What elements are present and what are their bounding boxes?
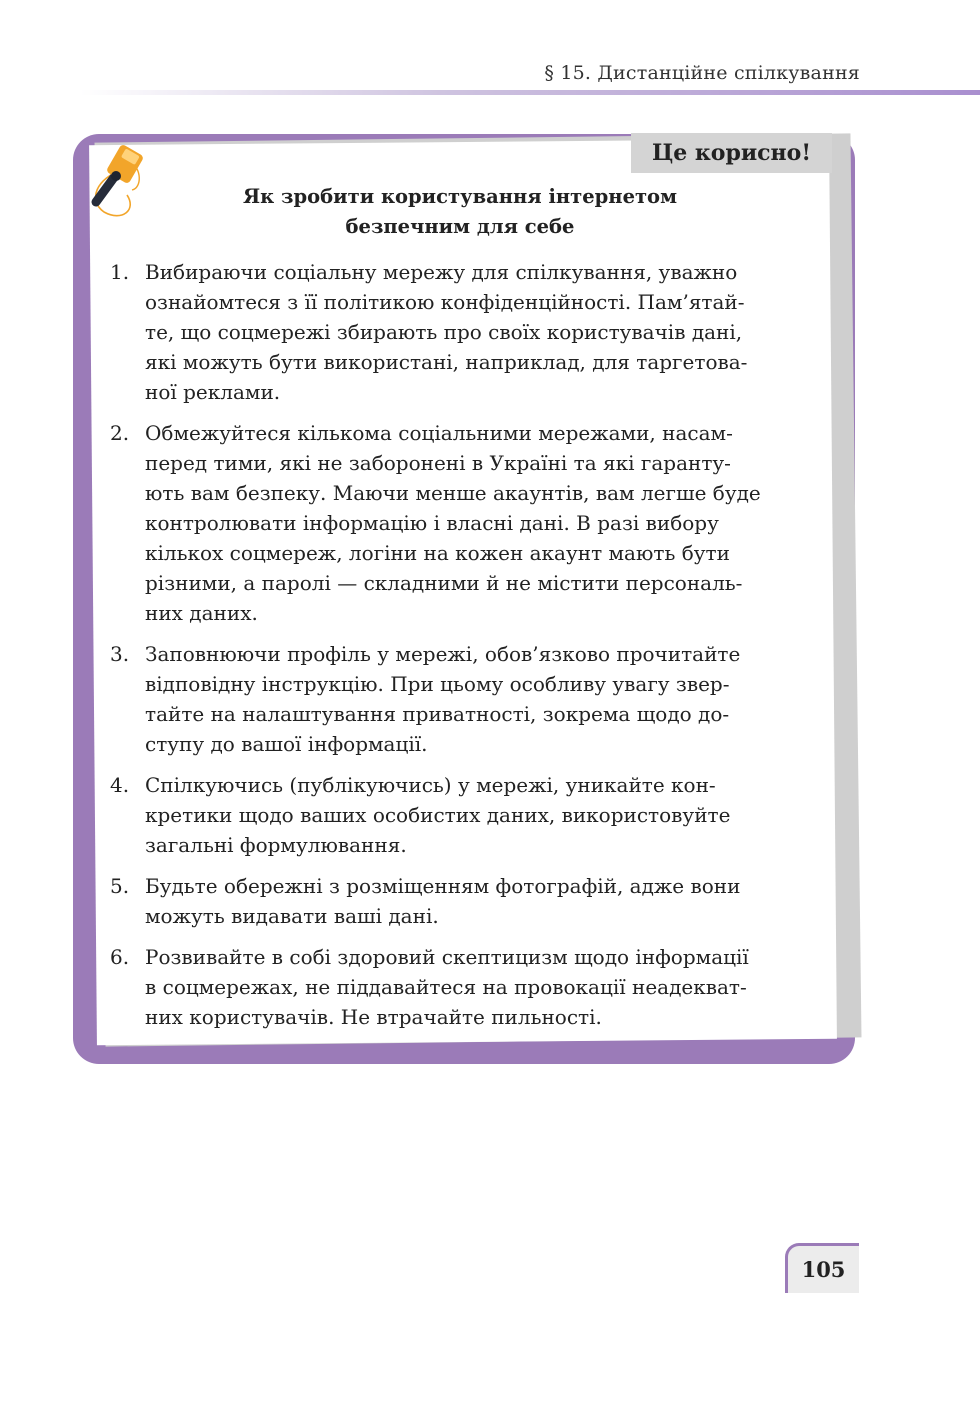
list-item <box>110 639 807 759</box>
tips-list <box>110 257 807 1043</box>
list-item-number: 6. <box>110 945 130 969</box>
list-item-text <box>145 871 807 931</box>
tip-box-title-line-1: Як зробити користування інтернетом <box>242 185 678 208</box>
list-item <box>110 942 807 1032</box>
tip-tag: Це корисно! <box>631 133 832 173</box>
list-item <box>110 770 807 860</box>
list-item-line: в соцмережах, не піддавайтеся на провокації неадекват- <box>145 975 747 999</box>
list-item-number: 3. <box>110 642 130 666</box>
list-item-line: ної реклами. <box>145 380 281 404</box>
list-item-number: 1. <box>110 260 130 284</box>
list-item-line: те, що соцмережі збирають про своїх користувачів дані, <box>145 320 743 344</box>
list-item-line: перед тими, які не заборонені в Україні та які гаранту- <box>145 451 731 475</box>
list-item-line: Обмежуйтеся кількома соціальними мережами, насам- <box>145 421 733 445</box>
list-item-line: ознайомтеся з її політикою конфіденційності. Пам’ятай- <box>145 290 745 314</box>
list-item <box>110 871 807 931</box>
list-item-line: контролювати інформацію і власні дані. В разі вибору <box>145 511 719 535</box>
list-item-line: відповідну інструкцію. При цьому особливу увагу звер- <box>145 672 730 696</box>
list-item-text <box>145 770 807 860</box>
list-item-number: 4. <box>110 773 130 797</box>
list-item-line: кількох соцмереж, логіни на кожен акаунт мають бути <box>145 541 730 565</box>
list-item-line: ють вам безпеку. Маючи менше акаунтів, вам легше буде <box>145 481 761 505</box>
page-number: 105 <box>785 1243 859 1293</box>
header-rule <box>80 90 980 95</box>
list-item <box>110 418 807 628</box>
list-item-text <box>145 257 807 407</box>
list-item-line: них даних. <box>145 601 258 625</box>
list-item-line: загальні формулювання. <box>145 833 407 857</box>
list-item-line: різними, а паролі — складними й не містити персональ- <box>145 571 743 595</box>
list-item-line: Будьте обережні з розміщенням фотографій, адже вони <box>145 874 741 898</box>
tip-box-title <box>150 182 770 242</box>
list-item-text <box>145 639 807 759</box>
list-item-line: них користувачів. Не втрачайте пильності. <box>145 1005 602 1029</box>
list-item-line: Вибираючи соціальну мережу для спілкування, уважно <box>145 260 738 284</box>
list-item-line: кретики щодо ваших особистих даних, використовуйте <box>145 803 731 827</box>
list-item-line: Спілкуючись (публікуючись) у мережі, уникайте кон- <box>145 773 716 797</box>
microphone-icon <box>82 140 144 222</box>
list-item-number: 5. <box>110 874 130 898</box>
list-item-line: Заповнюючи профіль у мережі, обов’язково прочитайте <box>145 642 741 666</box>
list-item-line: які можуть бути використані, наприклад, для таргетова- <box>145 350 748 374</box>
list-item-text <box>145 418 807 628</box>
list-item <box>110 257 807 407</box>
list-item-line: можуть видавати ваші дані. <box>145 904 439 928</box>
list-item-line: Розвивайте в собі здоровий скептицизм щодо інформації <box>145 945 749 969</box>
list-item-number: 2. <box>110 421 130 445</box>
list-item-text <box>145 942 807 1032</box>
list-item-line: ступу до вашої інформації. <box>145 732 428 756</box>
page-header-title: § 15. Дистанційне спілкування <box>544 62 860 84</box>
tip-box-title-line-2: безпечним для себе <box>345 215 575 238</box>
list-item-line: тайте на налаштування приватності, зокрема щодо до- <box>145 702 730 726</box>
